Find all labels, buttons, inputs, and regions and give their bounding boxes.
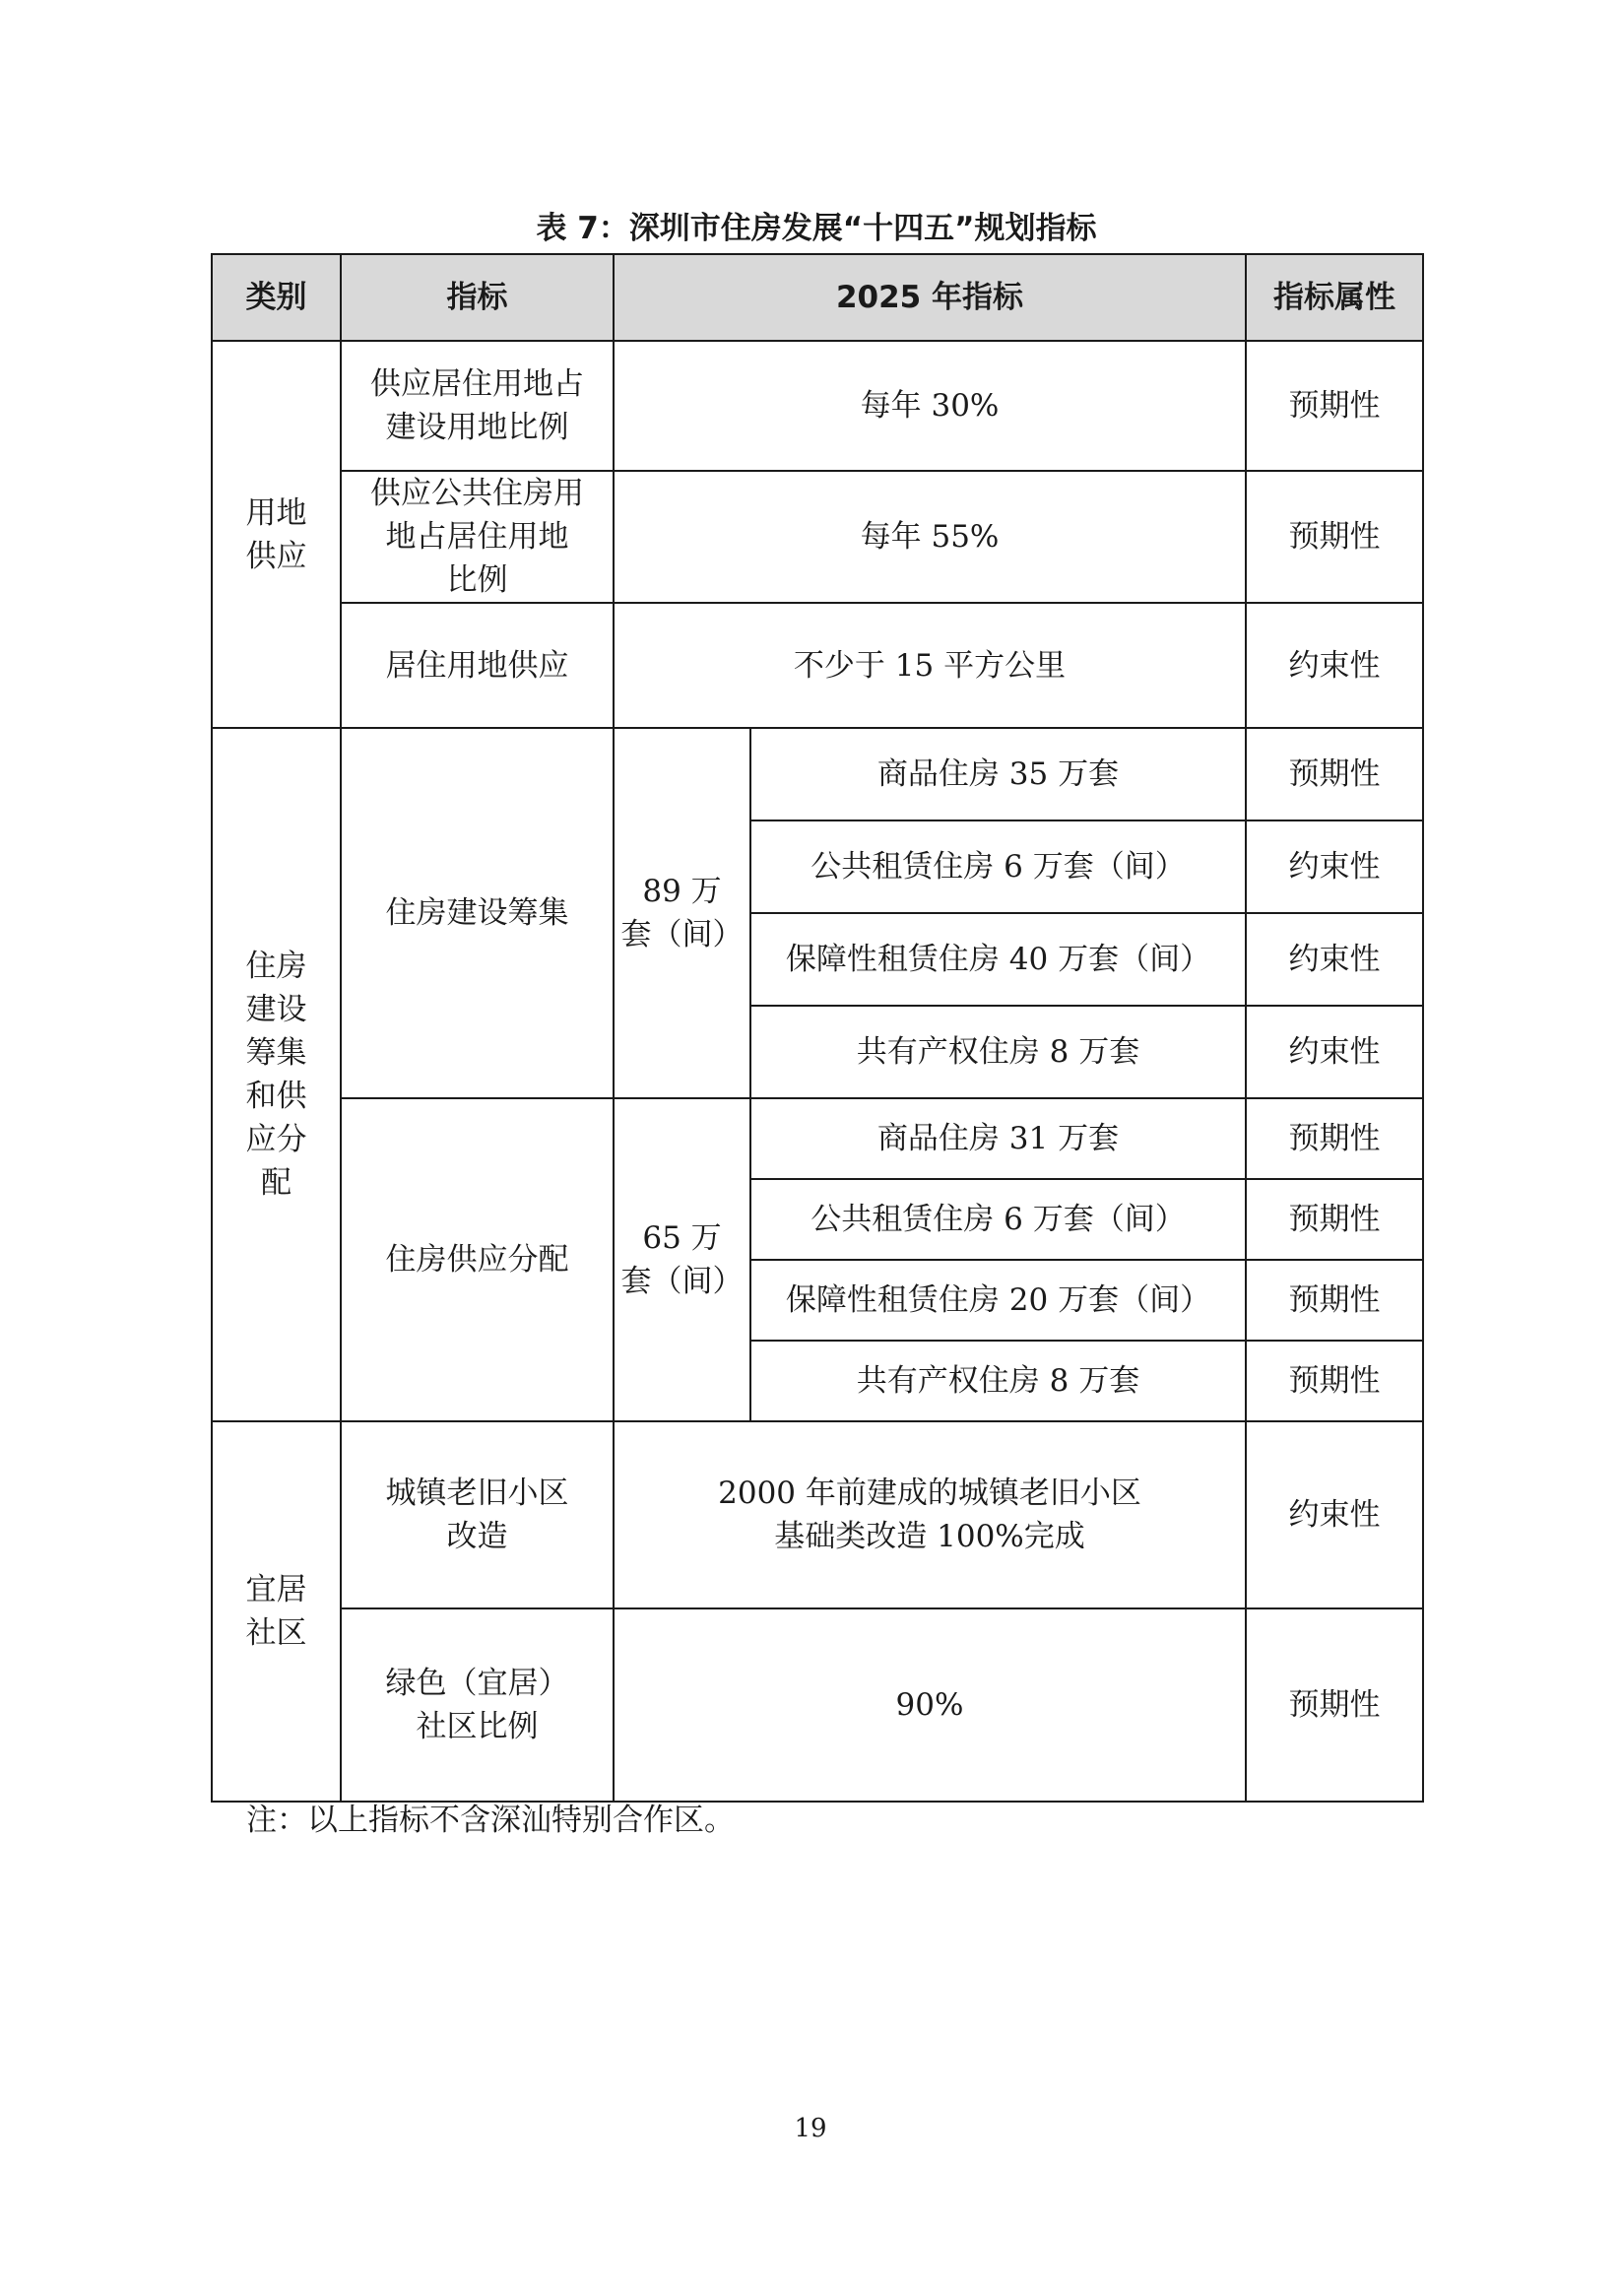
- header-category: 类别: [212, 254, 341, 341]
- target-cell: 共有产权住房 8 万套: [750, 1341, 1246, 1421]
- table-row: [212, 1421, 1423, 1608]
- target-cell: 公共租赁住房 6 万套（间）: [750, 1179, 1246, 1260]
- target-cell: 90%: [614, 1608, 1246, 1802]
- attribute-cell: 预期性: [1246, 1179, 1423, 1260]
- attribute-cell: 约束性: [1246, 820, 1423, 913]
- header-target: 2025 年指标: [614, 254, 1246, 341]
- target-cell: 2000 年前建成的城镇老旧小区 基础类改造 100%完成: [614, 1421, 1246, 1608]
- attribute-cell: 预期性: [1246, 1341, 1423, 1421]
- total-cell: 65 万 套（间）: [614, 1098, 750, 1421]
- table-caption: 表 7：深圳市住房发展“十四五”规划指标: [536, 211, 1097, 246]
- total-cell: 89 万 套（间）: [614, 728, 750, 1098]
- header-attribute: 指标属性: [1246, 254, 1423, 341]
- category-livable-community: 宜居 社区: [212, 1421, 341, 1802]
- target-cell: 商品住房 31 万套: [750, 1098, 1246, 1179]
- attribute-cell: 约束性: [1246, 603, 1423, 728]
- indicator-cell: 供应公共住房用 地占居住用地 比例: [341, 471, 614, 603]
- category-housing: 住房 建设 筹集 和供 应分 配: [212, 728, 341, 1421]
- target-cell: 保障性租赁住房 20 万套（间）: [750, 1260, 1246, 1341]
- indicator-cell: 绿色（宜居） 社区比例: [341, 1608, 614, 1802]
- attribute-cell: 预期性: [1246, 1098, 1423, 1179]
- table-note: 注：以上指标不含深汕特别合作区。: [246, 1803, 735, 1838]
- indicator-cell: 居住用地供应: [341, 603, 614, 728]
- attribute-cell: 约束性: [1246, 1421, 1423, 1608]
- table-row: [212, 471, 1423, 603]
- attribute-cell: 预期性: [1246, 1260, 1423, 1341]
- indicator-cell: 住房建设筹集: [341, 728, 614, 1098]
- attribute-cell: 约束性: [1246, 913, 1423, 1006]
- table-row: [212, 341, 1423, 471]
- attribute-cell: 预期性: [1246, 1608, 1423, 1802]
- target-cell: 保障性租赁住房 40 万套（间）: [750, 913, 1246, 1006]
- housing-indicators-table: [211, 253, 1424, 1803]
- target-cell: 共有产权住房 8 万套: [750, 1006, 1246, 1098]
- indicator-cell: 供应居住用地占 建设用地比例: [341, 341, 614, 471]
- target-cell: 公共租赁住房 6 万套（间）: [750, 820, 1246, 913]
- attribute-cell: 预期性: [1246, 341, 1423, 471]
- attribute-cell: 约束性: [1246, 1006, 1423, 1098]
- indicator-cell: 城镇老旧小区 改造: [341, 1421, 614, 1608]
- target-cell: 每年 30%: [614, 341, 1246, 471]
- header-indicator: 指标: [341, 254, 614, 341]
- category-land-supply: 用地 供应: [212, 341, 341, 728]
- target-cell: 每年 55%: [614, 471, 1246, 603]
- attribute-cell: 预期性: [1246, 471, 1423, 603]
- indicator-cell: 住房供应分配: [341, 1098, 614, 1421]
- table-header-row: [212, 254, 1423, 341]
- table-row: [212, 1098, 1423, 1179]
- target-cell: 不少于 15 平方公里: [614, 603, 1246, 728]
- table-row: [212, 1608, 1423, 1802]
- table-row: [212, 728, 1423, 820]
- target-cell: 商品住房 35 万套: [750, 728, 1246, 820]
- table-row: [212, 603, 1423, 728]
- attribute-cell: 预期性: [1246, 728, 1423, 820]
- page-number: 19: [794, 2114, 827, 2143]
